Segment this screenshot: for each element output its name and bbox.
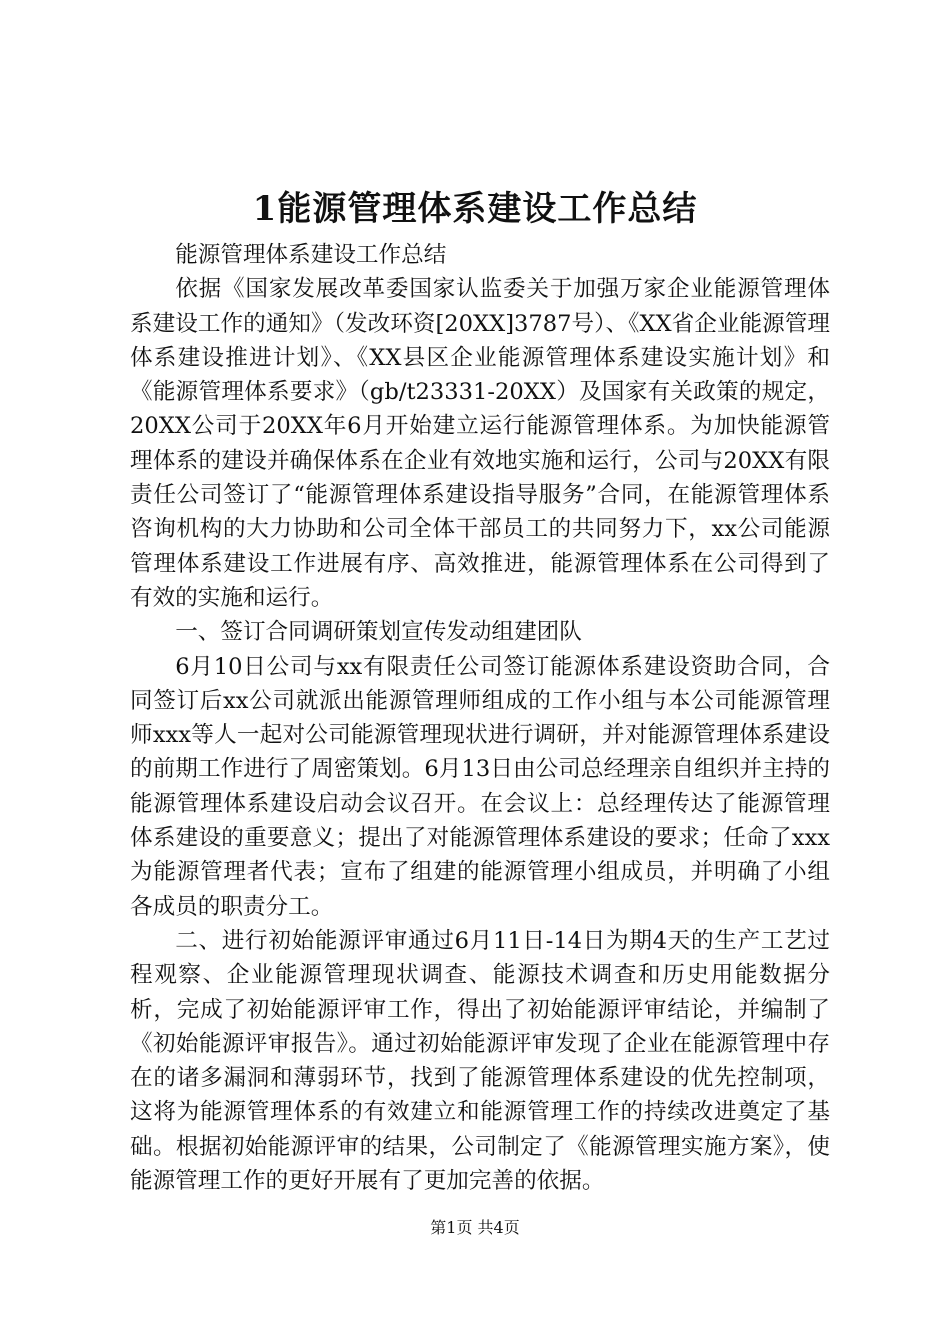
document-subtitle: 能源管理体系建设工作总结 [175, 242, 447, 268]
paragraph-section-1: 6月10日公司与xx有限责任公司签订能源体系建设资助合同，合同签订后xx公司就派出能源管理师组成的工作小组与本公司能源管理师xxx等人一起对公司能源管理现状进行调研，并对能源管理体系建设的前期工作进行了周密策划。6月13日由公司总经理亲自组织并主持的能源管理体系建设启动会议召开。在会议上：总经理传达了能源管理体系建设的重要意义；提出了对能源管理体系建设的要求；任命了xxx为能源管理者代表；宣布了组建的能源管理小组成员，并明确了小组各成员的职责分工。 [130, 653, 830, 920]
page-number-footer: 第1页 共4页 [430, 1218, 520, 1237]
document-title: 1能源管理体系建设工作总结 [252, 189, 698, 229]
document-body [130, 238, 830, 1198]
paragraph-section-2: 二、进行初始能源评审通过6月11日-14日为期4天的生产工艺过程观察、企业能源管理现状调查、能源技术调查和历史用能数据分析，完成了初始能源评审工作，得出了初始能源评审结论，并编制了《初始能源评审报告》。通过初始能源评审发现了企业在能源管理中存在的诸多漏洞和薄弱环节，找到了能源管理体系建设的优先控制项，这将为能源管理体系的有效建立和能源管理工作的持续改进奠定了基础。根据初始能源评审的结果，公司制定了《能源管理实施方案》，使能源管理工作的更好开展有了更加完善的依据。 [130, 927, 830, 1195]
section-heading-1: 一、签订合同调研策划宣传发动组建团队 [175, 619, 582, 646]
paragraph-intro: 依据《国家发展改革委国家认监委关于加强万家企业能源管理体系建设工作的通知》（发改环资[20XX]3787号）、《XX省企业能源管理体系建设推进计划》、《XX县区企业能源管理体系建设实施计划》和《能源管理体系要求》（gb/t23331-20XX）及国家有关政策的规定，20XX公司于20XX年6月开始建立运行能源管理体系。为加快能源管理体系的建设并确保体系在企业有效地实施和运行，公司与20XX有限责任公司签订了“能源管理体系建设指导服务”合同，在能源管理体系咨询机构的大力协助和公司全体干部员工的共同努力下，xx公司能源管理体系建设工作进展有序、高效推进，能源管理体系在公司得到了有效的实施和运行。 [130, 276, 830, 611]
